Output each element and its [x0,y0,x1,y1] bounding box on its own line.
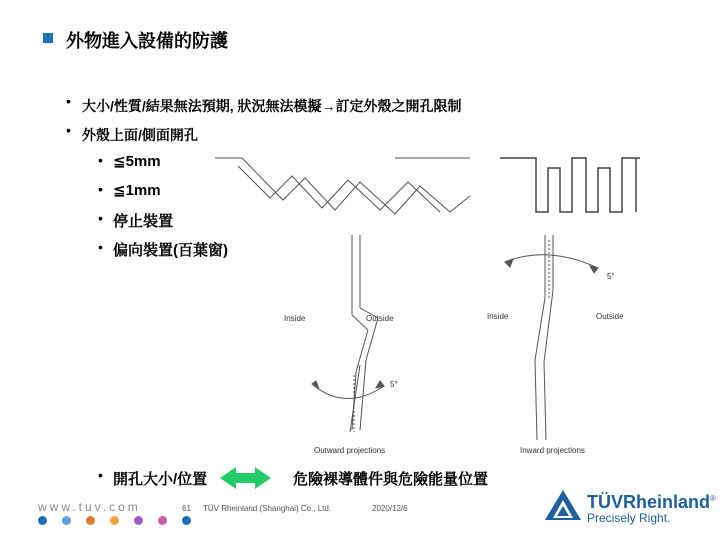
right-outside-label: Outside [596,312,624,321]
company-name: TÜV Rheinland (Shanghai) Co., Ltd. [203,504,332,513]
sub-bullet-text: ≦5mm [113,153,161,170]
left-angle-label: 5° [390,380,398,389]
footer-dot-icon [38,516,47,525]
bottom-right-text: 危險裸導體件與危險能量位置 [293,471,489,488]
bullet-text: 大小/性質/結果無法預期, 狀況無法模擬→訂定外殼之開孔限制 [82,98,462,114]
page-number: 61 [182,504,191,513]
footer-dot-icon [182,516,191,525]
sub-bullet-text: ≦1mm [113,182,161,199]
bullet-text: 外殼上面/側面開孔 [82,127,198,143]
sub-bullet-dot-icon: • [98,181,103,197]
sub-bullet-text: 停止裝置 [113,213,174,230]
sub-bullet-dot-icon: • [98,210,103,226]
left-caption: Outward projections [314,446,386,455]
bullet-dot-icon: • [66,93,71,109]
bullet-dot-icon: • [66,122,71,138]
inward-projection-drawing [505,235,598,440]
website-url: www.tuv.com [38,500,141,514]
left-inside-label: Inside [284,314,306,323]
footer-date: 2020/12/6 [372,504,408,513]
outward-projection-drawing [312,235,384,432]
sub-bullet-dot-icon: • [98,467,103,483]
right-angle-label: 5° [607,272,615,281]
brand-name: TÜVRheinland® [587,492,716,512]
sub-bullet-dot-icon: • [98,152,103,168]
tuv-triangle-logo-icon [543,488,583,522]
bottom-left-text: 開孔大小/位置 [113,471,208,488]
comb-slot-drawing [500,158,640,212]
footer-dot-icon [86,516,95,525]
sub-bullet-dot-icon: • [98,239,103,255]
right-caption: Inward projections [520,446,585,455]
footer-dot-icon [110,516,119,525]
footer-dot-icon [62,516,71,525]
zigzag-slot-drawing [215,158,470,214]
footer-dot-icon [158,516,167,525]
slide-title: 外物進入設備的防護 [66,31,228,51]
sub-bullet-text: 偏向裝置(百葉窗) [113,242,228,259]
double-arrow-icon [220,467,271,489]
left-outside-label: Outside [366,314,394,323]
right-inside-label: Inside [487,312,509,321]
footer-dot-icon [134,516,143,525]
brand-tagline: Precisely Right. [587,511,671,525]
